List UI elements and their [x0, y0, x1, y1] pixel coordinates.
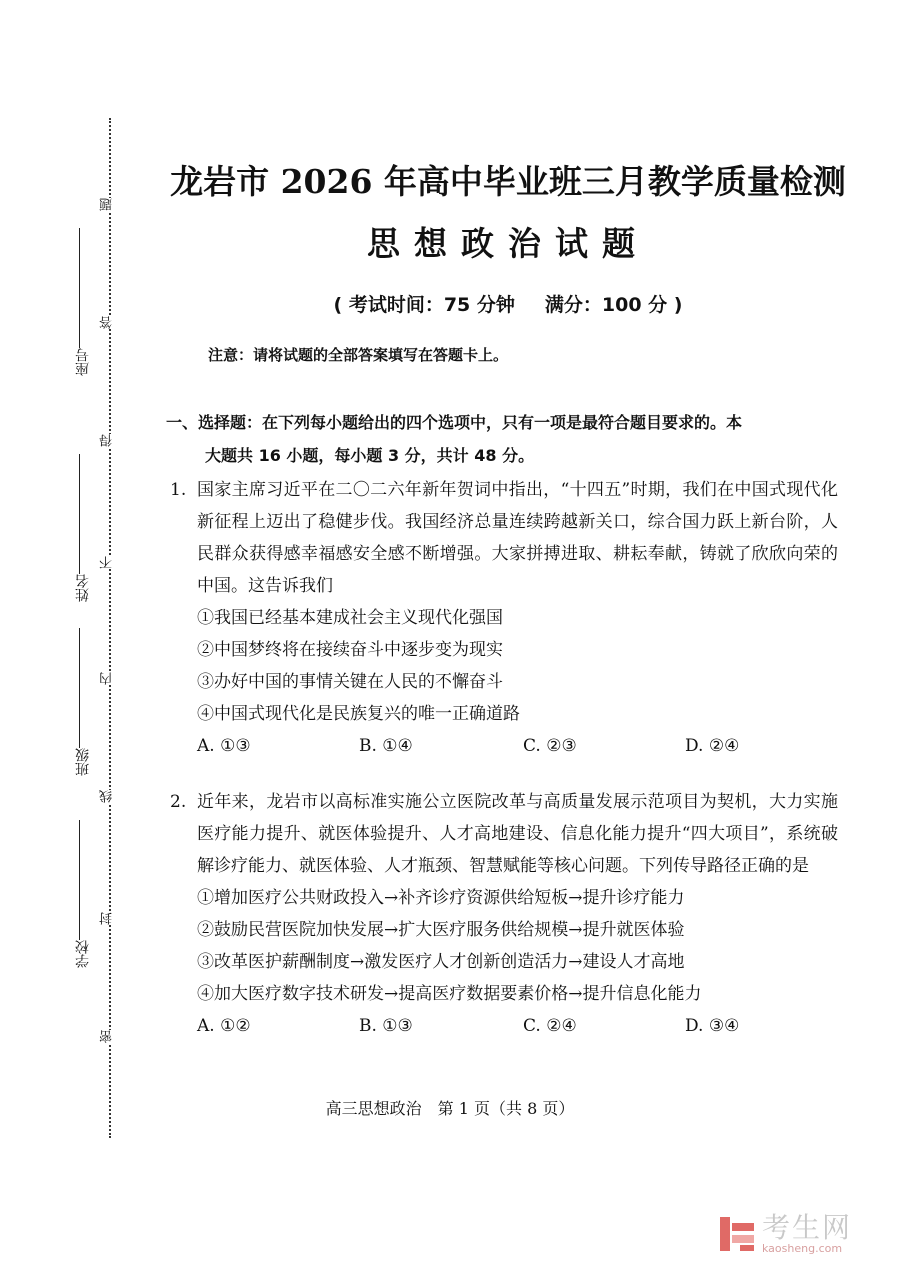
field-underline: [79, 228, 80, 348]
binding-char: 封: [100, 912, 115, 925]
section-line-1: 一、选择题：在下列每小题给出的四个选项中，只有一项是最符合题目要求的。本: [166, 413, 743, 432]
binding-char: 题: [100, 198, 115, 211]
statement-option: ①增加医疗公共财政投入→补齐诊疗资源供给短板→提升诊疗能力: [197, 888, 685, 908]
answer-choice-a[interactable]: A. ①③: [197, 736, 251, 756]
binding-char: 密: [100, 1030, 115, 1043]
field-label: 班级: [75, 748, 91, 776]
statement-option: ④中国式现代化是民族复兴的唯一正确道路: [197, 704, 520, 724]
binding-char: 线: [100, 790, 115, 803]
full-score: 满分：100 分 ): [544, 294, 683, 316]
statement-option: ②中国梦终将在接续奋斗中逐步变为现实: [197, 640, 503, 660]
binding-char: 内: [100, 672, 115, 685]
section-line-2: 大题共 16 小题，每小题 3 分，共计 48 分。: [205, 446, 535, 465]
answer-choice-a[interactable]: A. ①②: [197, 1016, 251, 1036]
statement-option: ①我国已经基本建成社会主义现代化强国: [197, 608, 503, 628]
statement-option: ③办好中国的事情关键在人民的不懈奋斗: [197, 672, 503, 692]
binding-char: 答: [100, 316, 115, 329]
question-stem: 近年来，龙岩市以高标准实施公立医院改革与高质量发展示范项目为契机，大力实施医疗能力提升、就医体验提升、人才高地建设、信息化能力提升“四大项目”，系统破解诊疗能力、就医体验、人才瓶颈、智慧赋能等核心问题。下列传导路径正确的是: [197, 792, 838, 876]
watermark-url: kaosheng.com: [762, 1242, 843, 1255]
class-field[interactable]: [72, 628, 94, 776]
answer-choice-d[interactable]: D. ②④: [685, 736, 740, 756]
question-number: 1.: [170, 480, 187, 500]
page-footer: 高三思想政治 第 1 页（共 8 页）: [325, 1099, 575, 1118]
field-underline: [79, 820, 80, 940]
school-field[interactable]: [72, 820, 94, 968]
field-underline: [79, 628, 80, 748]
answer-choice-b[interactable]: B. ①③: [359, 1016, 413, 1036]
field-label: 座号: [75, 348, 91, 376]
watermark: [718, 1208, 890, 1260]
field-label: 学校: [75, 940, 91, 968]
answer-choice-c[interactable]: C. ②④: [523, 1016, 577, 1036]
question-2: [166, 786, 838, 1042]
question-number: 2.: [170, 792, 187, 812]
question-1: [166, 474, 838, 762]
answer-choice-b[interactable]: B. ①④: [359, 736, 413, 756]
exam-time: ( 考试时间：75 分钟: [333, 294, 515, 316]
binding-char: 得: [100, 434, 115, 447]
statement-option: ②鼓励民营医院加快发展→扩大医疗服务供给规模→提升就医体验: [197, 920, 685, 940]
exam-title: 龙岩市 2026 年高中毕业班三月教学质量检测: [170, 162, 846, 201]
exam-info: [168, 290, 848, 317]
answer-choices: [197, 1010, 838, 1042]
watermark-text: 考生网: [762, 1211, 853, 1244]
binding-char: 不: [100, 556, 115, 569]
seat-number-field[interactable]: [72, 228, 94, 376]
section-heading: [166, 406, 836, 472]
name-field[interactable]: [72, 454, 94, 602]
binding-dotted-line: [109, 118, 111, 1138]
field-label: 姓名: [75, 574, 91, 602]
answer-choice-c[interactable]: C. ②③: [523, 736, 577, 756]
watermark-logo-icon: [718, 1215, 756, 1253]
question-stem: 国家主席习近平在二〇二六年新年贺词中指出，“十四五”时期，我们在中国式现代化新征程上迈出了稳健步伐。我国经济总量连续跨越新关口，综合国力跃上新台阶，人民群众获得感幸福感安全感不断增强。大家拼搏进取、耕耘奉献，铸就了欣欣向荣的中国。这告诉我们: [197, 480, 838, 596]
answer-choices: [197, 730, 838, 762]
field-underline: [79, 454, 80, 574]
statement-option: ③改革医护薪酬制度→激发医疗人才创新创造活力→建设人才高地: [197, 952, 685, 972]
statement-option: ④加大医疗数字技术研发→提高医疗数据要素价格→提升信息化能力: [197, 984, 702, 1004]
answer-choice-d[interactable]: D. ③④: [685, 1016, 740, 1036]
subject-title: 思想政治试题: [367, 224, 649, 263]
notice: 注意：请将试题的全部答案填写在答题卡上。: [208, 346, 509, 364]
